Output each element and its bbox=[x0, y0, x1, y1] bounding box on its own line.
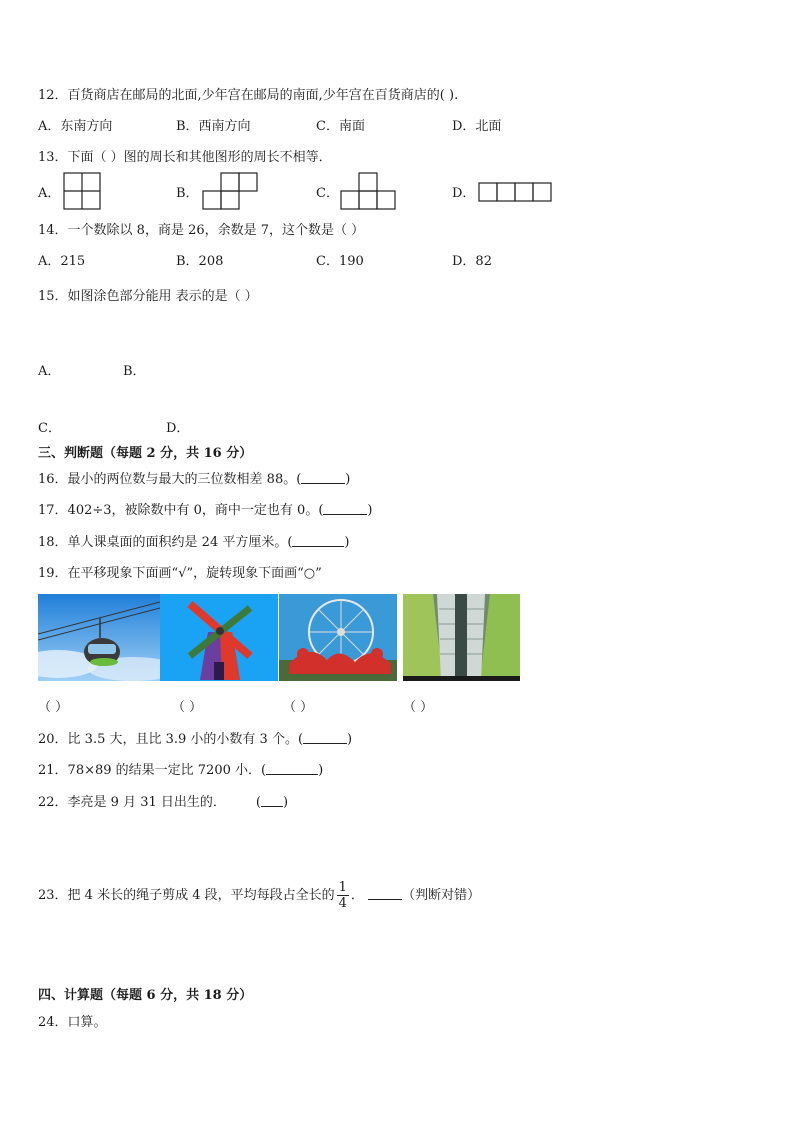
q19-stem: 19．在平移现象下面画“√”，旋转现象下面画“○” bbox=[38, 566, 322, 581]
q23-fraction-numerator: 1 bbox=[338, 880, 347, 895]
q20-close: ) bbox=[347, 732, 353, 747]
q18-answer-blank[interactable] bbox=[292, 534, 344, 547]
q21-text: 21．78×89 的结果一定比 7200 小．( bbox=[38, 763, 267, 778]
q23-fraction bbox=[337, 880, 349, 911]
q21-close: ) bbox=[318, 763, 324, 778]
q15-stem: 15．如图涂色部分能用 表示的是（ ） bbox=[38, 289, 258, 304]
section-3-title: 三、判断题（每题 2 分，共 16 分） bbox=[38, 446, 253, 461]
q23-tail: （判断对错） bbox=[402, 888, 481, 903]
q19-paren-1[interactable]: （ ） bbox=[38, 700, 69, 715]
photo-ferris-wheel bbox=[279, 594, 397, 681]
q15-label-c[interactable]: C． bbox=[38, 421, 61, 436]
q13-stem: 13．下面（ ）图的周长和其他图形的周长不相等． bbox=[38, 150, 332, 165]
q12-stem: 12．百货商店在邮局的北面,少年宫在邮局的南面,少年宫在百货商店的( ). bbox=[38, 88, 459, 103]
q20-text: 20．比 3.5 大，且比 3.9 小的小数有 3 个。( bbox=[38, 732, 304, 747]
q17-text: 17．402÷3，被除数中有 0，商中一定也有 0。( bbox=[38, 503, 324, 518]
photo-escalator bbox=[403, 594, 520, 681]
q14-option-a[interactable]: A．215 bbox=[38, 254, 86, 269]
q23-answer-blank[interactable] bbox=[368, 887, 402, 900]
q18-close: ) bbox=[344, 535, 350, 550]
q15-label-d[interactable]: D． bbox=[166, 421, 190, 436]
q12-option-a[interactable]: A．东南方向 bbox=[38, 119, 113, 134]
q16-text: 16．最小的两位数与最大的三位数相差 88。( bbox=[38, 472, 302, 487]
q13-figure-a bbox=[63, 172, 101, 210]
q16-row bbox=[38, 468, 350, 487]
q12-option-d[interactable]: D．北面 bbox=[452, 119, 502, 134]
q15-label-b[interactable]: B． bbox=[123, 364, 146, 379]
q20-answer-blank[interactable] bbox=[303, 731, 347, 744]
q23-text: 23．把 4 米长的绳子剪成 4 段，平均每段占全长的 bbox=[38, 888, 335, 903]
q22-paren-close: ) bbox=[282, 795, 289, 810]
q22-answer-blank[interactable] bbox=[261, 794, 283, 807]
q14-option-b[interactable]: B．208 bbox=[176, 254, 224, 269]
q13-figure-b bbox=[202, 172, 260, 210]
q16-close: ) bbox=[345, 472, 351, 487]
section-4-title: 四、计算题（每题 6 分，共 18 分） bbox=[38, 988, 253, 1003]
q19-paren-3[interactable]: （ ） bbox=[283, 700, 314, 715]
q23-row bbox=[38, 879, 480, 913]
q22-row bbox=[38, 791, 288, 810]
q18-text: 18．单人课桌面的面积约是 24 平方厘米。( bbox=[38, 535, 293, 550]
q23-fraction-denominator: 4 bbox=[338, 896, 347, 911]
q22-text: 22．李亮是 9 月 31 日出生的． bbox=[38, 795, 226, 810]
q19-paren-2[interactable]: （ ） bbox=[172, 700, 203, 715]
q19-paren-4[interactable]: （ ） bbox=[403, 700, 434, 715]
q18-row bbox=[38, 531, 350, 550]
q14-option-c[interactable]: C．190 bbox=[316, 254, 364, 269]
q13-figure-c bbox=[340, 172, 398, 210]
q17-row bbox=[38, 499, 372, 518]
q21-row bbox=[38, 759, 323, 778]
q24-text: 24．口算。 bbox=[38, 1015, 107, 1030]
q13-label-b[interactable]: B． bbox=[176, 186, 199, 201]
q12-option-c[interactable]: C．南面 bbox=[316, 119, 365, 134]
q12-option-b[interactable]: B．西南方向 bbox=[176, 119, 251, 134]
q13-label-c[interactable]: C． bbox=[316, 186, 339, 201]
q20-row bbox=[38, 728, 352, 747]
q21-answer-blank[interactable] bbox=[266, 762, 318, 775]
q13-figure-d bbox=[478, 181, 554, 203]
q13-label-d[interactable]: D． bbox=[452, 186, 476, 201]
photo-cable-car bbox=[38, 594, 160, 681]
q17-close: ) bbox=[367, 503, 373, 518]
q15-label-a[interactable]: A． bbox=[38, 364, 61, 379]
q17-answer-blank[interactable] bbox=[323, 502, 367, 515]
q16-answer-blank[interactable] bbox=[301, 471, 345, 484]
q14-option-d[interactable]: D．82 bbox=[452, 254, 492, 269]
q14-stem: 14．一个数除以 8，商是 26，余数是 7，这个数是（ ） bbox=[38, 223, 365, 238]
q23-after: ． bbox=[350, 888, 364, 903]
q22-paren-open: ( bbox=[255, 795, 261, 810]
q13-label-a[interactable]: A． bbox=[38, 186, 61, 201]
photo-windmill bbox=[160, 594, 278, 681]
